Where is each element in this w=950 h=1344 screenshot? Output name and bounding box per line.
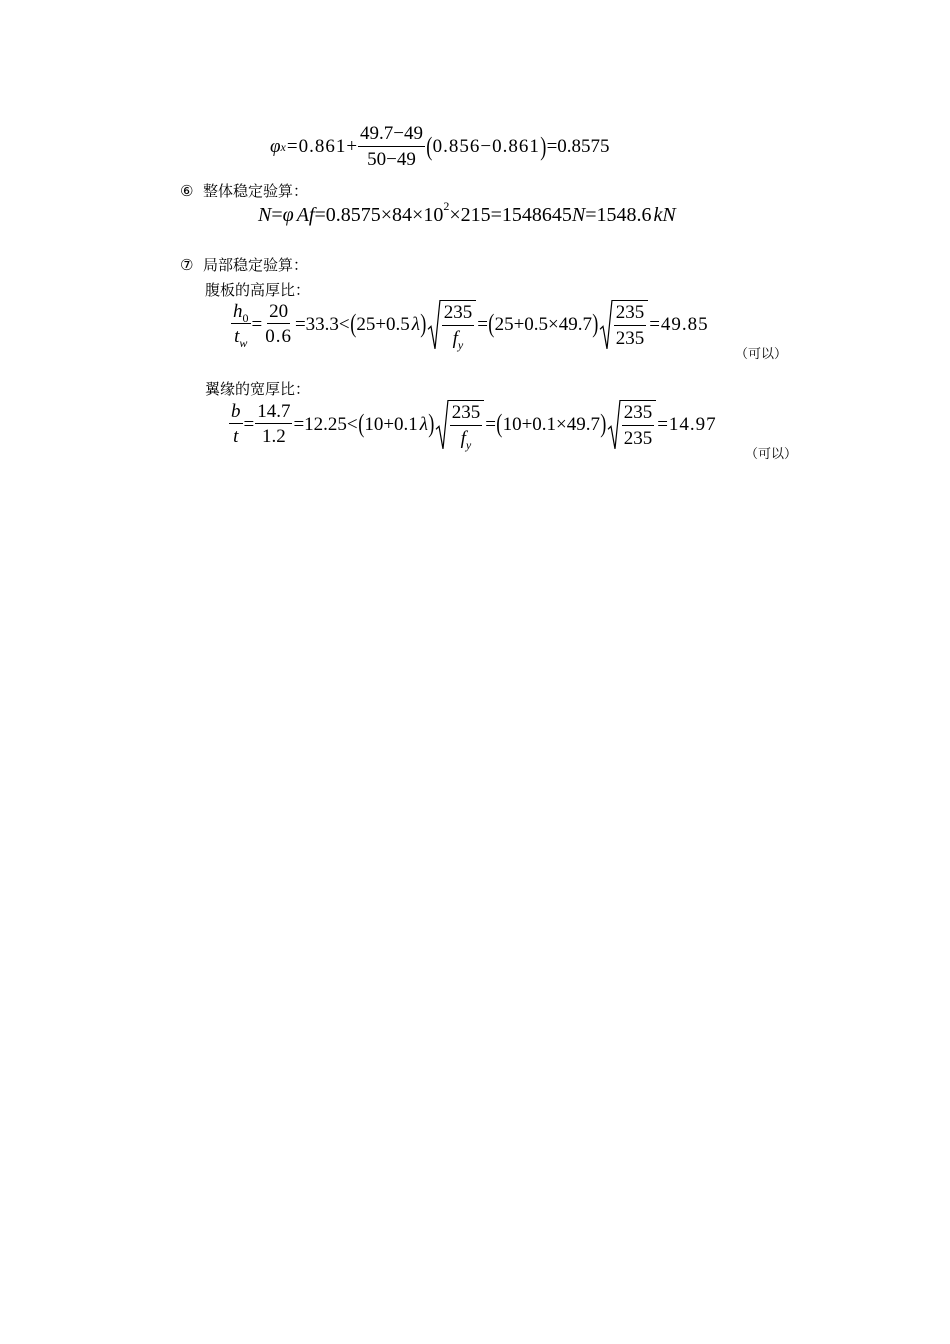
left-paren: ( <box>426 131 433 161</box>
square-root <box>608 400 657 449</box>
h-subscript: 0 <box>242 310 249 325</box>
equals-sign: = <box>477 313 488 335</box>
equals-sign: = <box>286 136 298 158</box>
radical-sign <box>608 400 620 449</box>
result: =49.85 <box>649 313 709 335</box>
result: =14.97 <box>657 413 717 435</box>
fraction-b-t <box>229 402 243 448</box>
radical-sign <box>436 400 448 449</box>
result: =0.8575 <box>546 136 610 158</box>
f-subscript: y <box>457 337 464 352</box>
fraction-denominator: 1.2 <box>261 426 286 448</box>
product-expression: =0.8575×84×10 <box>314 204 444 226</box>
paren-content: 0.856−0.861 <box>432 136 540 158</box>
flange-heading: 翼缘的宽厚比： <box>205 380 311 398</box>
h-symbol: h <box>233 300 243 322</box>
equals-sign: = <box>271 204 283 226</box>
f-subscript: y <box>465 437 472 452</box>
right-paren: ) <box>592 309 599 339</box>
square-root <box>600 300 649 349</box>
step6-title: 整体稳定验算： <box>203 182 309 200</box>
left-paren: ( <box>496 409 503 439</box>
lambda-symbol: λ <box>411 313 421 335</box>
step7-marker: ⑦ <box>180 256 194 274</box>
radical-sign <box>600 300 612 349</box>
substituted-expression: 25+0.5×49.7 <box>494 313 593 335</box>
term-value: 0.861 <box>298 136 347 158</box>
sqrt-fraction <box>614 303 647 349</box>
fraction-numerator: 235 <box>614 303 647 326</box>
step6-heading <box>180 180 308 201</box>
fraction-denominator: 50−49 <box>367 148 416 170</box>
fraction-denominator: 0.6 <box>265 326 292 348</box>
t-symbol: t <box>234 326 240 348</box>
f-symbol: f <box>460 427 466 449</box>
left-paren: ( <box>357 409 365 439</box>
f-symbol: f <box>452 327 458 349</box>
radical-sign <box>428 300 440 349</box>
fraction-numerator: 235 <box>450 403 483 426</box>
ratio-value: =33.3< <box>294 313 350 335</box>
square-root <box>436 400 485 452</box>
kN-unit: kN <box>653 204 676 226</box>
b-symbol: b <box>231 400 241 422</box>
fraction-denominator: 235 <box>615 327 645 349</box>
Af-symbol: Af <box>296 204 315 226</box>
fraction-denominator <box>451 326 466 352</box>
right-paren: ) <box>428 409 435 439</box>
equals-sign: = <box>485 413 496 435</box>
step6-marker: ⑥ <box>180 182 194 200</box>
square-root <box>428 300 477 352</box>
step7-title: 局部稳定验算： <box>203 256 309 274</box>
fraction-denominator <box>459 426 474 452</box>
fraction-numerator: 14.7 <box>255 402 292 425</box>
fraction-h0-tw <box>231 300 251 351</box>
substituted-expression: 10+0.1×49.7 <box>502 413 601 435</box>
t-subscript: w <box>239 336 248 351</box>
fraction-numerator <box>231 302 251 325</box>
limit-expression: 25+0.5 <box>356 313 410 335</box>
equals-sign: = <box>243 413 255 435</box>
fraction-numerator: 20 <box>267 302 290 325</box>
fraction-denominator <box>232 324 249 351</box>
equals-sign: = <box>251 313 263 335</box>
equation-flange-ratio <box>228 400 717 452</box>
fraction-numerator: 235 <box>442 303 475 326</box>
equation-phi-x: φ x = 0.861 + $\frac{49.7-49}{50-49}$ ( 0.856−0.861 ) =0.8575 <box>270 123 610 170</box>
flange-ok-note: （可以） <box>745 447 798 462</box>
product-tail: ×215=1548645 <box>449 204 572 226</box>
sqrt-fraction <box>450 402 483 452</box>
phi-symbol: φ <box>282 204 294 226</box>
left-paren: ( <box>349 309 357 339</box>
sqrt-fraction <box>442 302 475 352</box>
equation-web-ratio <box>230 300 709 352</box>
limit-expression: 10+0.1 <box>364 413 418 435</box>
fraction-denominator: 235 <box>623 427 653 449</box>
ratio-value: =12.25< <box>293 413 358 435</box>
right-paren: ) <box>420 309 427 339</box>
right-paren: ) <box>600 409 607 439</box>
phi-symbol: φ <box>270 136 281 158</box>
plus-sign: + <box>346 136 358 158</box>
fraction-values <box>255 402 292 448</box>
fraction <box>358 124 425 170</box>
sqrt-fraction <box>622 403 655 449</box>
t-symbol: t <box>233 426 239 448</box>
fraction-numerator: 235 <box>622 403 655 426</box>
N-symbol: N <box>258 204 272 226</box>
equation-overall-stability: N = φ Af =0.8575×84×10 $^2$ ×215=1548645 N =1548.6 kN <box>258 199 676 226</box>
fraction-numerator: 49.7−49 <box>358 124 425 147</box>
web-heading: 腹板的高厚比： <box>205 281 311 299</box>
step7-heading <box>180 254 308 275</box>
fraction-values <box>263 302 294 348</box>
lambda-symbol: λ <box>419 413 429 435</box>
fraction-numerator <box>229 402 243 425</box>
fraction-denominator <box>231 424 240 447</box>
web-ok-note: （可以） <box>735 347 788 362</box>
left-paren: ( <box>488 309 495 339</box>
N-unit-symbol: N <box>571 204 586 226</box>
right-paren: ) <box>540 131 547 161</box>
result: =1548.6 <box>585 204 652 226</box>
